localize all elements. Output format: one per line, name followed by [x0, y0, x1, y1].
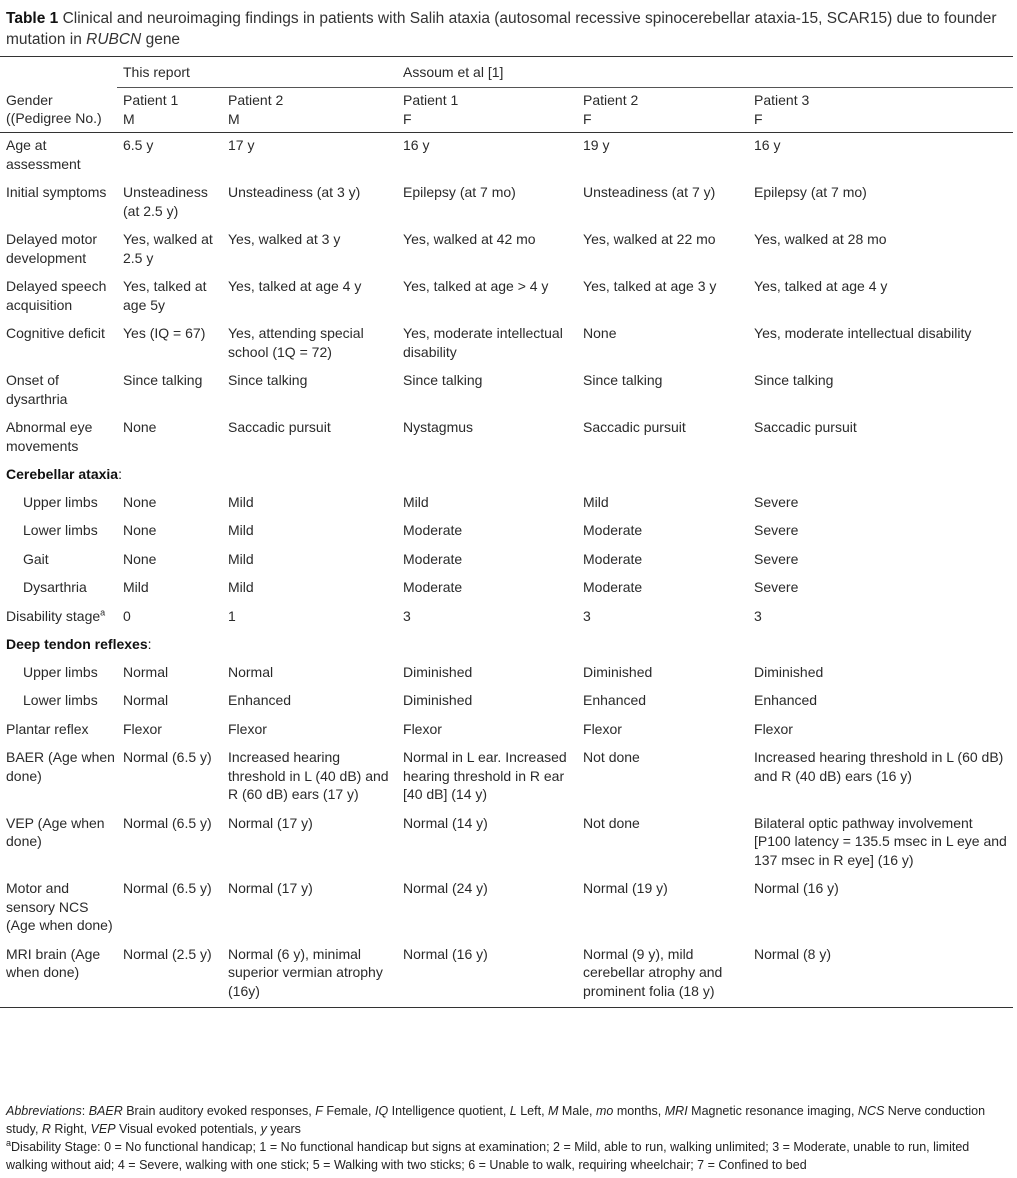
- table-caption: [6, 8, 1012, 50]
- abbreviation: M: [548, 1104, 559, 1118]
- rows-ataxia: [0, 490, 1013, 604]
- table-cell: 3: [754, 607, 762, 624]
- table-row: [0, 660, 1013, 689]
- table-cell: Since talking: [403, 372, 483, 388]
- rows-clinical: [0, 133, 1013, 463]
- table-row: [0, 547, 1013, 576]
- table-cell: Increased hearing threshold in L (40 dB) and R (60 dB) ears (17 y): [228, 749, 389, 802]
- table-cell: Normal (16 y): [397, 942, 577, 1008]
- row-label: Abnormal eye movements: [6, 419, 93, 454]
- table-cell: None: [583, 325, 617, 341]
- abbreviation-meaning: Right,: [50, 1122, 91, 1136]
- table-cell: None: [123, 493, 157, 510]
- findings-table: [0, 56, 1013, 1008]
- table-cell: 1: [228, 607, 236, 624]
- table-cell: Since talking: [754, 372, 834, 388]
- table-cell: Since talking: [228, 372, 308, 388]
- row-label: Age at assessment: [6, 137, 81, 172]
- table-cell: 3: [583, 607, 591, 624]
- table-cell: Yes (IQ = 67): [123, 325, 206, 341]
- row-label: MRI brain (Age when done): [0, 942, 117, 1008]
- table-cell: Enhanced: [228, 692, 292, 708]
- table-cell: Since talking: [583, 372, 663, 388]
- table-cell: Moderate: [583, 522, 643, 538]
- table-cell: Yes, walked at 3 y: [228, 231, 341, 247]
- table-cell: Normal (17 y): [228, 880, 313, 896]
- rows-investigations: [0, 717, 1013, 1008]
- table-cell: Yes, talked at age 5y: [123, 278, 207, 313]
- table-cell: Moderate: [403, 550, 463, 567]
- header-label: Gender ((Pedigree No.): [0, 88, 117, 133]
- table-cell: Normal: [123, 663, 169, 680]
- table-cell: Yes, walked at 28 mo: [754, 231, 887, 247]
- table-cell: Normal in L ear. Increased hearing threshold in R ear [40 dB] (14 y): [403, 749, 567, 802]
- table-cell: Unsteadiness (at 3 y): [228, 184, 361, 200]
- row-label: Dysarthria: [23, 579, 87, 595]
- abbreviation: NCS: [857, 1104, 885, 1118]
- table-cell: None: [123, 550, 157, 567]
- table-cell: 6.5 y: [123, 137, 154, 153]
- table-cell: Normal (8 y): [748, 942, 1013, 1008]
- table-cell: Severe: [754, 493, 799, 510]
- row-label: Plantar reflex: [6, 720, 89, 737]
- table-cell: Normal (14 y): [403, 814, 488, 831]
- table-row: [0, 227, 1013, 274]
- table-cell: 16 y: [403, 137, 430, 153]
- row-label: Upper limbs: [23, 493, 98, 510]
- table-cell: Normal: [123, 692, 169, 708]
- abbreviation: mo: [595, 1104, 614, 1118]
- section-header-ataxia: Cerebellar ataxia:: [6, 466, 122, 482]
- table-cell: None: [123, 419, 157, 435]
- abbreviation-meaning: Visual evoked potentials,: [115, 1122, 261, 1136]
- table-row: [0, 942, 1013, 1008]
- table-cell: Flexor: [403, 720, 442, 737]
- table-cell: Since talking: [123, 372, 203, 388]
- table-cell: Yes, moderate intellectual disability: [754, 325, 972, 341]
- table-cell: 19 y: [583, 137, 610, 153]
- table-cell: Normal (6.5 y): [123, 814, 212, 831]
- abbreviation: BAER: [88, 1104, 123, 1118]
- abbreviation-meaning: months,: [613, 1104, 665, 1118]
- abbreviation-meaning: Brain auditory evoked responses,: [122, 1104, 316, 1118]
- abbreviation-meaning: Nerve conduction study,: [6, 1104, 986, 1136]
- abbreviation-meaning: Left,: [516, 1104, 549, 1118]
- table-cell: Moderate: [403, 522, 463, 538]
- table-cell: Not done: [583, 814, 640, 831]
- group-header-row: [0, 57, 1013, 88]
- row-label: Delayed speech acquisition: [6, 278, 107, 313]
- row-label: Motor and sensory NCS (Age when done): [6, 880, 113, 933]
- table-row: [0, 575, 1013, 604]
- table-cell: Diminished: [403, 663, 473, 680]
- header-patient: Patient 1 M: [117, 88, 222, 133]
- table-cell: Moderate: [583, 579, 643, 595]
- table-cell: Yes, talked at age 4 y: [228, 278, 362, 294]
- table-cell: Saccadic pursuit: [583, 419, 686, 435]
- table-cell: Mild: [228, 522, 254, 538]
- table-cell: Yes, moderate intellectual disability: [403, 325, 563, 360]
- table-label: Table 1: [6, 10, 59, 27]
- caption-tail: gene: [141, 31, 181, 48]
- table-cell: Mild: [228, 550, 254, 567]
- table-cell: Normal (6 y), minimal superior vermian atrophy (16y): [222, 942, 397, 1008]
- patient-header-row: [0, 88, 1013, 133]
- abbreviation-meaning: Magnetic resonance imaging,: [687, 1104, 858, 1118]
- table-cell: Epilepsy (at 7 mo): [403, 184, 516, 200]
- header-patient: Patient 1 F: [397, 88, 577, 133]
- table-cell: Yes, talked at age 4 y: [754, 278, 888, 294]
- table-cell: Nystagmus: [403, 419, 474, 435]
- table-cell: Severe: [754, 550, 799, 567]
- table-cell: Normal (6.5 y): [123, 880, 212, 896]
- table-cell: None: [123, 522, 157, 538]
- table-cell: Severe: [754, 522, 799, 538]
- table-row: [0, 415, 1013, 462]
- table-cell: Mild: [583, 493, 609, 510]
- table-cell: Saccadic pursuit: [754, 419, 857, 435]
- abbreviation-meaning: Female,: [322, 1104, 375, 1118]
- table-cell: Mild: [403, 493, 429, 510]
- row-label: Onset of dysarthria: [6, 372, 68, 407]
- abbreviation: L: [509, 1104, 517, 1118]
- row-label: Disability stage$^a$: [6, 606, 106, 624]
- table-cell: Severe: [754, 579, 799, 595]
- table-cell: Increased hearing threshold in L (60 dB) and R (40 dB) ears (16 y): [754, 749, 1004, 784]
- group-assoum: Assoum et al [1]: [397, 57, 1013, 88]
- table-cell: Flexor: [754, 720, 793, 737]
- table-row: [0, 368, 1013, 415]
- table-cell: Flexor: [228, 720, 267, 737]
- table-row: [0, 745, 1013, 811]
- table-row-disability: [0, 604, 1013, 633]
- table-cell: Normal (16 y): [754, 880, 839, 896]
- header-patient: Patient 2 M: [222, 88, 397, 133]
- table-cell: Yes, walked at 2.5 y: [123, 231, 213, 266]
- table-cell: Enhanced: [583, 692, 647, 708]
- table-cell: Normal (19 y): [583, 880, 668, 896]
- table-row: [0, 180, 1013, 227]
- row-label: Initial symptoms: [6, 184, 107, 200]
- table-row: [0, 688, 1013, 717]
- table-cell: Mild: [123, 579, 149, 595]
- table-cell: Saccadic pursuit: [228, 419, 331, 435]
- table-cell: Flexor: [123, 720, 162, 737]
- row-label: Gait: [23, 550, 49, 567]
- table-cell: Mild: [228, 493, 254, 510]
- section-header-reflexes: Deep tendon reflexes:: [6, 636, 152, 652]
- table-cell: Mild: [228, 579, 254, 595]
- table-row: [0, 518, 1013, 547]
- abbreviation: MRI: [664, 1104, 688, 1118]
- row-label: Cognitive deficit: [6, 325, 105, 341]
- table-cell: Diminished: [403, 692, 473, 708]
- table-footnotes: [6, 1102, 1012, 1174]
- table-row: [0, 133, 1013, 181]
- table-row: [0, 490, 1013, 519]
- row-label: Upper limbs: [23, 663, 98, 680]
- table-cell: Normal (6.5 y): [123, 749, 212, 765]
- row-label: BAER (Age when done): [6, 749, 115, 784]
- table-cell: Bilateral optic pathway involvement [P100 latency = 135.5 msec in L eye and 137 msec in R eye] (16 y): [754, 814, 1007, 868]
- caption-text: Clinical and neuroimaging findings in patients with Salih ataxia (autosomal recessive spinocerebellar ataxia-15, SCAR15) due to founder mutation in: [6, 10, 997, 48]
- table-cell: Normal (17 y): [228, 814, 313, 831]
- table-cell: 16 y: [754, 137, 781, 153]
- header-patient: Patient 3 F: [748, 88, 1013, 133]
- table-cell: Moderate: [583, 550, 643, 567]
- abbreviations-note: Abbreviations: BAER Brain auditory evoked responses, F Female, IQ Intelligence quotient, L Left, M Male, mo months, MRI Magnetic resonance imaging, NCS Nerve conduction study, R Right, VEP Visual evoked potentials, y years: [6, 1104, 986, 1136]
- table-cell: Normal (2.5 y): [117, 942, 222, 1008]
- table-cell: Normal (24 y): [403, 880, 488, 896]
- table-cell: Normal (9 y), mild cerebellar atrophy and prominent folia (18 y): [577, 942, 748, 1008]
- table-cell: 17 y: [228, 137, 255, 153]
- table-cell: Enhanced: [754, 692, 818, 708]
- table-cell: Diminished: [583, 663, 653, 680]
- table-row: [0, 274, 1013, 321]
- disability-note: $^a$Disability Stage: 0 = No functional handicap; 1 = No functional handicap but signs at examination; 2 = Mild, able to run, walking unlimited; 3 = Moderate, unable to run, limited walking without aid; 4 = Severe, walking with one stick; 5 = Walking with two sticks; 6 = Unable to walk, requiring wheelchair; 7 = Confined to bed: [6, 1137, 970, 1172]
- table-cell: Yes, talked at age 3 y: [583, 278, 717, 294]
- row-label: Delayed motor development: [6, 231, 98, 266]
- table-cell: 0: [123, 607, 131, 624]
- abbreviation: y: [260, 1122, 267, 1136]
- table-cell: Epilepsy (at 7 mo): [754, 184, 867, 200]
- table-cell: Unsteadiness (at 2.5 y): [123, 184, 208, 219]
- abbreviation-meaning: Male,: [558, 1104, 596, 1118]
- abbreviation-meaning: Intelligence quotient,: [388, 1104, 510, 1118]
- table-cell: 3: [403, 607, 411, 624]
- row-label: VEP (Age when done): [6, 814, 105, 849]
- abbreviation: F: [315, 1104, 323, 1118]
- table-row: [0, 811, 1013, 877]
- table-cell: Moderate: [403, 579, 463, 595]
- table-cell: Yes, talked at age > 4 y: [403, 278, 549, 294]
- abbreviation: IQ: [374, 1104, 389, 1118]
- table-cell: Yes, attending special school (1Q = 72): [228, 325, 364, 360]
- table-cell: Not done: [583, 749, 640, 765]
- table-row: [0, 321, 1013, 368]
- abbreviation: R: [41, 1122, 51, 1136]
- table-row: [0, 717, 1013, 746]
- row-label: Lower limbs: [23, 522, 98, 538]
- table-cell: Yes, walked at 42 mo: [403, 231, 536, 247]
- table-cell: Normal: [228, 663, 274, 680]
- table-cell: Yes, walked at 22 mo: [583, 231, 716, 247]
- table-cell: Flexor: [583, 720, 622, 737]
- table-cell: Diminished: [754, 663, 824, 680]
- rows-reflexes: [0, 660, 1013, 717]
- table-row: [0, 876, 1013, 942]
- row-label: Lower limbs: [23, 692, 98, 708]
- group-this-report: This report: [117, 57, 397, 88]
- header-patient: Patient 2 F: [577, 88, 748, 133]
- gene-name: RUBCN: [86, 31, 142, 48]
- table-cell: Unsteadiness (at 7 y): [583, 184, 716, 200]
- abbreviation: VEP: [90, 1122, 116, 1136]
- abbreviation-meaning: years: [266, 1122, 301, 1136]
